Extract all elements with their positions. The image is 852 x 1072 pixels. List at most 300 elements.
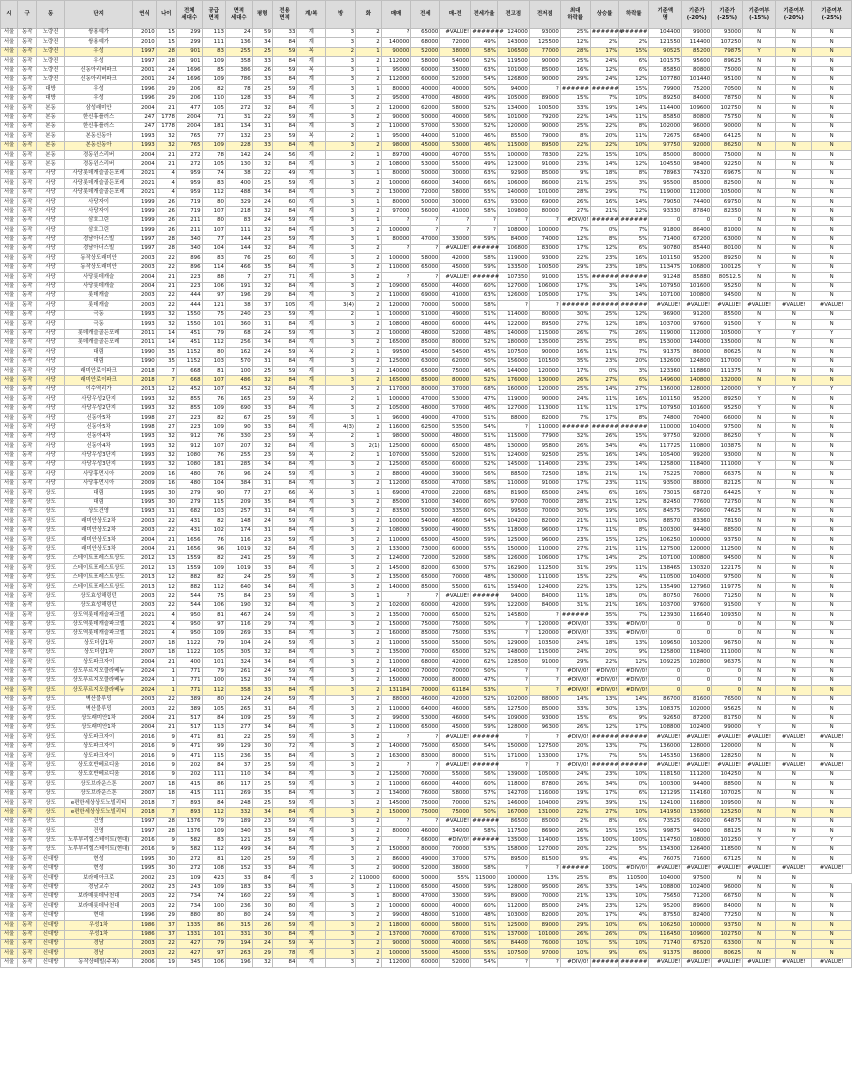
table-cell[interactable]: 상도 [37,545,65,554]
table-cell[interactable]: 86000 [529,179,560,188]
table-cell[interactable]: 236 [225,752,252,761]
table-cell[interactable]: 115 [202,498,225,507]
table-cell[interactable]: 102000 [381,601,411,610]
table-cell[interactable]: 1997 [133,827,156,836]
table-cell[interactable]: 47% [471,676,498,685]
table-cell[interactable]: 대림 [64,348,132,357]
table-cell[interactable]: 855 [176,395,202,404]
table-cell[interactable]: 2011 [133,329,156,338]
table-cell[interactable]: 3 [326,29,356,38]
table-cell[interactable]: 49000 [411,151,440,160]
table-cell[interactable]: 734 [176,902,202,911]
table-cell[interactable]: 3 [326,320,356,329]
table-cell[interactable]: 동작 [18,498,37,507]
table-cell[interactable]: 95000 [381,66,411,75]
table-cell[interactable]: 26% [560,376,590,385]
table-cell[interactable]: 97600 [682,320,712,329]
table-cell[interactable]: 89000 [529,94,560,103]
table-cell[interactable]: 84 [272,583,297,592]
table-cell[interactable]: Y [743,432,776,441]
table-cell[interactable]: 84 [272,789,297,798]
table-cell[interactable]: 70000 [411,930,440,939]
table-cell[interactable]: 135000 [712,338,743,347]
table-cell[interactable]: 122000 [497,601,529,610]
table-cell[interactable]: 1 [356,216,382,225]
table-cell[interactable]: 14% [560,695,590,704]
table-cell[interactable]: 77000 [529,47,560,56]
table-cell[interactable]: 107 [202,376,225,385]
table-cell[interactable]: 59 [272,395,297,404]
table-cell[interactable]: 33 [225,874,252,883]
column-header[interactable]: 방 [326,1,356,29]
table-cell[interactable]: N [743,658,776,667]
table-cell[interactable]: ###### [619,273,649,282]
table-cell[interactable]: 83 [202,47,225,56]
table-cell[interactable]: N [812,770,852,779]
table-cell[interactable]: 58000 [440,104,471,113]
table-cell[interactable]: 128250 [712,752,743,761]
table-cell[interactable]: N [812,179,852,188]
table-cell[interactable]: 25% [560,57,590,66]
table-cell[interactable]: 893 [176,799,202,808]
table-cell[interactable]: 81 [202,367,225,376]
table-cell[interactable]: 27% [560,207,590,216]
table-cell[interactable]: Y [743,329,776,338]
table-cell[interactable]: 33000 [440,235,471,244]
column-header[interactable]: 전세가율 [471,1,498,29]
table-cell[interactable]: N [743,498,776,507]
table-cell[interactable]: #VALUE! [712,864,743,873]
table-cell[interactable]: 55000 [440,770,471,779]
table-cell[interactable]: 105000 [712,329,743,338]
table-cell[interactable]: N [743,883,776,892]
table-cell[interactable]: N [812,554,852,563]
table-cell[interactable]: 32 [156,442,176,451]
table-cell[interactable]: 65000 [411,460,440,469]
table-cell[interactable]: 59 [272,921,297,930]
table-cell[interactable]: 28 [156,235,176,244]
table-cell[interactable]: 51000 [440,132,471,141]
table-cell[interactable]: 21% [590,207,619,216]
table-cell[interactable]: 21% [560,892,590,901]
table-cell[interactable]: 28 [156,827,176,836]
table-cell[interactable]: 사당 [37,254,65,263]
table-cell[interactable]: 48% [471,442,498,451]
table-cell[interactable]: 59 [272,554,297,563]
table-cell[interactable]: 서울 [1,930,18,939]
table-cell[interactable]: 102000 [682,705,712,714]
table-cell[interactable]: 6% [619,817,649,826]
table-cell[interactable]: 100300 [649,526,682,535]
table-cell[interactable]: 27% [560,545,590,554]
table-cell[interactable]: 96750 [712,639,743,648]
table-cell[interactable]: N [776,291,812,300]
table-cell[interactable]: 17% [560,479,590,488]
table-cell[interactable]: N [812,799,852,808]
table-cell[interactable]: 85000 [529,169,560,178]
table-cell[interactable]: 80000 [381,235,411,244]
table-cell[interactable]: 97600 [682,601,712,610]
table-cell[interactable]: 33 [252,404,272,413]
table-cell[interactable]: 110000 [381,291,411,300]
table-cell[interactable]: 6% [619,244,649,253]
table-cell[interactable]: 19% [560,789,590,798]
table-cell[interactable]: 동작 [18,141,37,150]
table-cell[interactable]: N [743,639,776,648]
table-cell[interactable]: 96000 [529,536,560,545]
table-cell[interactable]: 3 [326,357,356,366]
table-cell[interactable]: ###### [619,216,649,225]
table-cell[interactable]: 33 [252,827,272,836]
table-cell[interactable]: 60000 [411,958,440,967]
table-cell[interactable]: 517 [176,714,202,723]
table-cell[interactable]: 75000 [440,620,471,629]
table-cell[interactable]: 2 [356,911,382,920]
table-cell[interactable]: 53500 [440,423,471,432]
table-cell[interactable]: 107500 [497,348,529,357]
table-cell[interactable]: 21 [156,160,176,169]
table-cell[interactable]: 서울 [1,66,18,75]
table-cell[interactable]: 사당 [37,263,65,272]
table-cell[interactable]: 121295 [649,789,682,798]
table-cell[interactable]: 135000 [529,338,560,347]
table-cell[interactable]: 80000 [529,310,560,319]
table-cell[interactable]: 2 [356,808,382,817]
table-cell[interactable]: Y [776,385,812,394]
table-cell[interactable]: N [776,38,812,47]
table-cell[interactable]: #VALUE! [812,733,852,742]
table-cell[interactable]: 2 [356,705,382,714]
table-cell[interactable]: 51% [471,752,498,761]
table-cell[interactable]: 2 [356,526,382,535]
table-cell[interactable]: 복 [297,451,326,460]
table-cell[interactable]: 26% [590,432,619,441]
table-cell[interactable]: 55% [471,545,498,554]
table-cell[interactable]: 1990 [133,357,156,366]
table-cell[interactable]: 84 [272,883,297,892]
table-cell[interactable]: N [743,179,776,188]
table-cell[interactable]: 사당 [37,385,65,394]
table-cell[interactable]: N [812,667,852,676]
table-cell[interactable]: 59 [272,216,297,225]
table-cell[interactable]: 149600 [649,376,682,385]
table-cell[interactable]: 269 [225,630,252,639]
table-cell[interactable]: 107780 [649,75,682,84]
table-cell[interactable]: 동작 [18,770,37,779]
table-cell[interactable]: 48000 [411,911,440,920]
table-cell[interactable]: 137000 [381,930,411,939]
table-cell[interactable]: 37 [225,761,252,770]
table-cell[interactable]: 상도호반베르디움 [64,761,132,770]
table-cell[interactable]: 786 [225,75,252,84]
table-cell[interactable]: 계 [297,141,326,150]
table-cell[interactable]: 21% [590,470,619,479]
table-cell[interactable]: 18% [590,169,619,178]
table-cell[interactable]: 37 [156,921,176,930]
table-cell[interactable]: 1 [356,892,382,901]
table-cell[interactable]: 26 [252,921,272,930]
table-cell[interactable]: 57000 [440,404,471,413]
table-cell[interactable]: 72500 [529,470,560,479]
table-cell[interactable]: 2004 [133,273,156,282]
table-cell[interactable]: N [776,639,812,648]
table-cell[interactable]: 84 [272,498,297,507]
table-cell[interactable]: 45000 [440,723,471,732]
table-cell[interactable]: 156000 [497,357,529,366]
table-cell[interactable]: #VALUE! [440,273,471,282]
table-cell[interactable]: #VALUE! [776,301,812,310]
table-cell[interactable]: 517 [176,723,202,732]
table-cell[interactable]: 68000 [411,658,440,667]
table-cell[interactable]: 80100 [712,244,743,253]
table-cell[interactable]: 59000 [411,526,440,535]
table-cell[interactable]: 계 [297,958,326,967]
table-cell[interactable]: 23 [252,432,272,441]
table-cell[interactable]: 90000 [529,395,560,404]
table-cell[interactable]: 91800 [649,226,682,235]
table-cell[interactable]: 2021 [133,630,156,639]
table-cell[interactable]: N [776,564,812,573]
table-cell[interactable]: 22% [590,845,619,854]
table-cell[interactable]: ? [497,216,529,225]
table-cell[interactable]: 13% [590,742,619,751]
table-cell[interactable]: 노량진 [37,29,65,38]
table-cell[interactable]: 3 [326,667,356,676]
table-cell[interactable]: 12% [619,658,649,667]
table-cell[interactable]: 서울 [1,423,18,432]
table-cell[interactable]: 상도더샵1차 [64,648,132,657]
table-cell[interactable]: 85880 [682,273,712,282]
table-cell[interactable]: 동작 [18,57,37,66]
table-cell[interactable]: 256 [225,338,252,347]
table-cell[interactable]: 150000 [381,808,411,817]
table-cell[interactable]: 18% [619,263,649,272]
table-cell[interactable]: 3% [590,282,619,291]
table-cell[interactable]: 100% [590,836,619,845]
table-cell[interactable]: 109 [202,404,225,413]
table-cell[interactable]: N [743,160,776,169]
table-cell[interactable]: N [776,244,812,253]
table-cell[interactable]: 117000 [381,385,411,394]
table-cell[interactable]: 37000 [440,855,471,864]
table-cell[interactable]: 84 [272,357,297,366]
table-cell[interactable]: 15% [590,536,619,545]
table-cell[interactable]: 상도 [37,554,65,563]
table-cell[interactable]: 63% [471,291,498,300]
table-cell[interactable]: 3 [326,254,356,263]
table-cell[interactable]: 143000 [497,38,529,47]
table-cell[interactable]: 70000 [529,892,560,901]
table-cell[interactable]: 동작 [18,554,37,563]
table-cell[interactable]: 18 [156,648,176,657]
table-cell[interactable]: 85000 [411,630,440,639]
table-cell[interactable]: 90780 [649,244,682,253]
table-cell[interactable]: ? [381,733,411,742]
table-cell[interactable]: 84 [225,592,252,601]
table-cell[interactable]: N [743,104,776,113]
table-cell[interactable]: 950 [176,611,202,620]
table-cell[interactable]: 서울 [1,676,18,685]
table-cell[interactable]: 30% [560,310,590,319]
table-cell[interactable]: 51000 [440,911,471,920]
table-cell[interactable]: 경남 [64,949,132,958]
table-cell[interactable]: 66375 [712,470,743,479]
table-cell[interactable]: 동작 [18,301,37,310]
table-cell[interactable]: 60000 [411,75,440,84]
table-cell[interactable]: 103000 [497,911,529,920]
table-cell[interactable]: 사당 [37,188,65,197]
table-cell[interactable]: 90000 [381,113,411,122]
table-cell[interactable]: N [743,451,776,460]
table-cell[interactable]: 계 [297,676,326,685]
table-cell[interactable]: 3 [326,489,356,498]
table-cell[interactable]: 23 [252,817,272,826]
table-cell[interactable]: 12% [619,902,649,911]
table-cell[interactable]: 84 [272,160,297,169]
table-cell[interactable]: 59 [272,592,297,601]
table-cell[interactable]: 60% [471,282,498,291]
table-cell[interactable]: 동작 [18,348,37,357]
table-cell[interactable]: 105000 [529,291,560,300]
table-cell[interactable]: 3 [326,723,356,732]
table-cell[interactable]: 912 [176,432,202,441]
table-cell[interactable]: 125000 [381,442,411,451]
table-cell[interactable]: 32 [252,160,272,169]
table-cell[interactable]: 1998 [133,423,156,432]
table-cell[interactable]: 95250 [712,282,743,291]
table-cell[interactable]: 서울 [1,583,18,592]
table-cell[interactable]: 128000 [497,883,529,892]
table-cell[interactable]: 3 [326,479,356,488]
table-cell[interactable]: 99000 [381,911,411,920]
table-cell[interactable]: N [743,536,776,545]
table-cell[interactable]: 12 [156,583,176,592]
table-cell[interactable]: 100000 [682,536,712,545]
table-cell[interactable]: 2 [356,376,382,385]
table-cell[interactable]: 91000 [529,273,560,282]
table-cell[interactable]: 80 [202,911,225,920]
table-cell[interactable]: 24% [560,489,590,498]
table-cell[interactable]: 90000 [529,75,560,84]
table-cell[interactable]: 2 [356,836,382,845]
table-cell[interactable]: 23% [590,254,619,263]
table-cell[interactable]: 동작 [18,404,37,413]
table-cell[interactable]: 동작 [18,939,37,948]
table-cell[interactable]: N [743,254,776,263]
table-cell[interactable]: 22% [560,151,590,160]
table-cell[interactable]: 22% [560,254,590,263]
table-cell[interactable]: 120000 [529,620,560,629]
table-cell[interactable]: 21 [156,151,176,160]
table-cell[interactable]: 85850 [649,113,682,122]
table-cell[interactable]: 건영 [64,827,132,836]
table-cell[interactable]: 78 [272,949,297,958]
table-cell[interactable]: 동작 [18,414,37,423]
table-cell[interactable]: 상도 [37,836,65,845]
table-cell[interactable]: 2% [619,554,649,563]
table-cell[interactable]: N [776,160,812,169]
table-cell[interactable]: 사당 [37,301,65,310]
table-cell[interactable]: 84 [272,244,297,253]
table-cell[interactable]: 계 [297,611,326,620]
table-cell[interactable]: ? [381,817,411,826]
table-cell[interactable]: 1778 [156,113,176,122]
table-cell[interactable]: 2003 [133,695,156,704]
table-cell[interactable]: 132000 [712,376,743,385]
table-cell[interactable]: 25 [252,254,272,263]
table-cell[interactable]: 사당 [37,169,65,178]
table-cell[interactable]: 86000 [682,949,712,958]
table-cell[interactable]: 950 [176,630,202,639]
table-cell[interactable]: 77600 [682,498,712,507]
table-cell[interactable]: N [776,216,812,225]
table-cell[interactable]: 142700 [497,789,529,798]
table-cell[interactable]: 140000 [381,742,411,751]
table-cell[interactable]: 동작 [18,320,37,329]
table-cell[interactable]: ? [411,226,440,235]
table-cell[interactable]: 2016 [133,742,156,751]
table-cell[interactable]: 85500 [497,132,529,141]
table-cell[interactable]: 25 [252,799,272,808]
table-cell[interactable]: N [776,949,812,958]
table-cell[interactable]: N [743,470,776,479]
table-cell[interactable]: 동작 [18,198,37,207]
column-header[interactable]: 공급 면적 [202,1,225,29]
table-cell[interactable]: 17% [590,414,619,423]
table-cell[interactable]: 35% [590,611,619,620]
table-cell[interactable]: 196 [225,958,252,967]
table-cell[interactable]: 89500 [497,855,529,864]
table-cell[interactable]: 340 [225,827,252,836]
table-cell[interactable]: 59 [272,573,297,582]
table-cell[interactable]: 87550 [649,911,682,920]
table-cell[interactable]: 76000 [411,789,440,798]
table-cell[interactable]: 3 [326,188,356,197]
table-cell[interactable]: ? [411,733,440,742]
table-cell[interactable]: N [812,817,852,826]
table-cell[interactable]: 1986 [133,921,156,930]
table-cell[interactable]: 계 [297,244,326,253]
table-cell[interactable]: 2004 [133,151,156,160]
table-cell[interactable]: 129 [225,742,252,751]
table-cell[interactable]: ###### [471,592,498,601]
table-cell[interactable]: 3 [326,780,356,789]
table-cell[interactable]: 동작 [18,611,37,620]
table-cell[interactable]: 94000 [497,592,529,601]
table-cell[interactable]: 12% [619,498,649,507]
table-cell[interactable]: 노량진 [37,75,65,84]
table-cell[interactable]: 25% [560,122,590,131]
table-cell[interactable]: 299 [176,29,202,38]
table-cell[interactable]: 3 [326,460,356,469]
table-cell[interactable]: 59 [252,29,272,38]
table-cell[interactable]: 서울 [1,460,18,469]
table-cell[interactable]: 24 [252,639,272,648]
table-cell[interactable]: 99 [202,742,225,751]
table-cell[interactable]: 60000 [411,66,440,75]
table-cell[interactable]: 상도 [37,789,65,798]
table-cell[interactable]: 65000 [440,742,471,751]
table-cell[interactable]: ###### [471,817,498,826]
table-cell[interactable]: 동작 [18,104,37,113]
table-cell[interactable]: 계 [297,38,326,47]
table-cell[interactable]: 노루부리힐스테이트(현대) [64,845,132,854]
table-cell[interactable]: 16% [619,489,649,498]
table-cell[interactable]: 84 [272,404,297,413]
table-cell[interactable]: 롯데캐슬 [64,291,132,300]
table-cell[interactable]: N [743,554,776,563]
table-cell[interactable]: 계 [297,845,326,854]
